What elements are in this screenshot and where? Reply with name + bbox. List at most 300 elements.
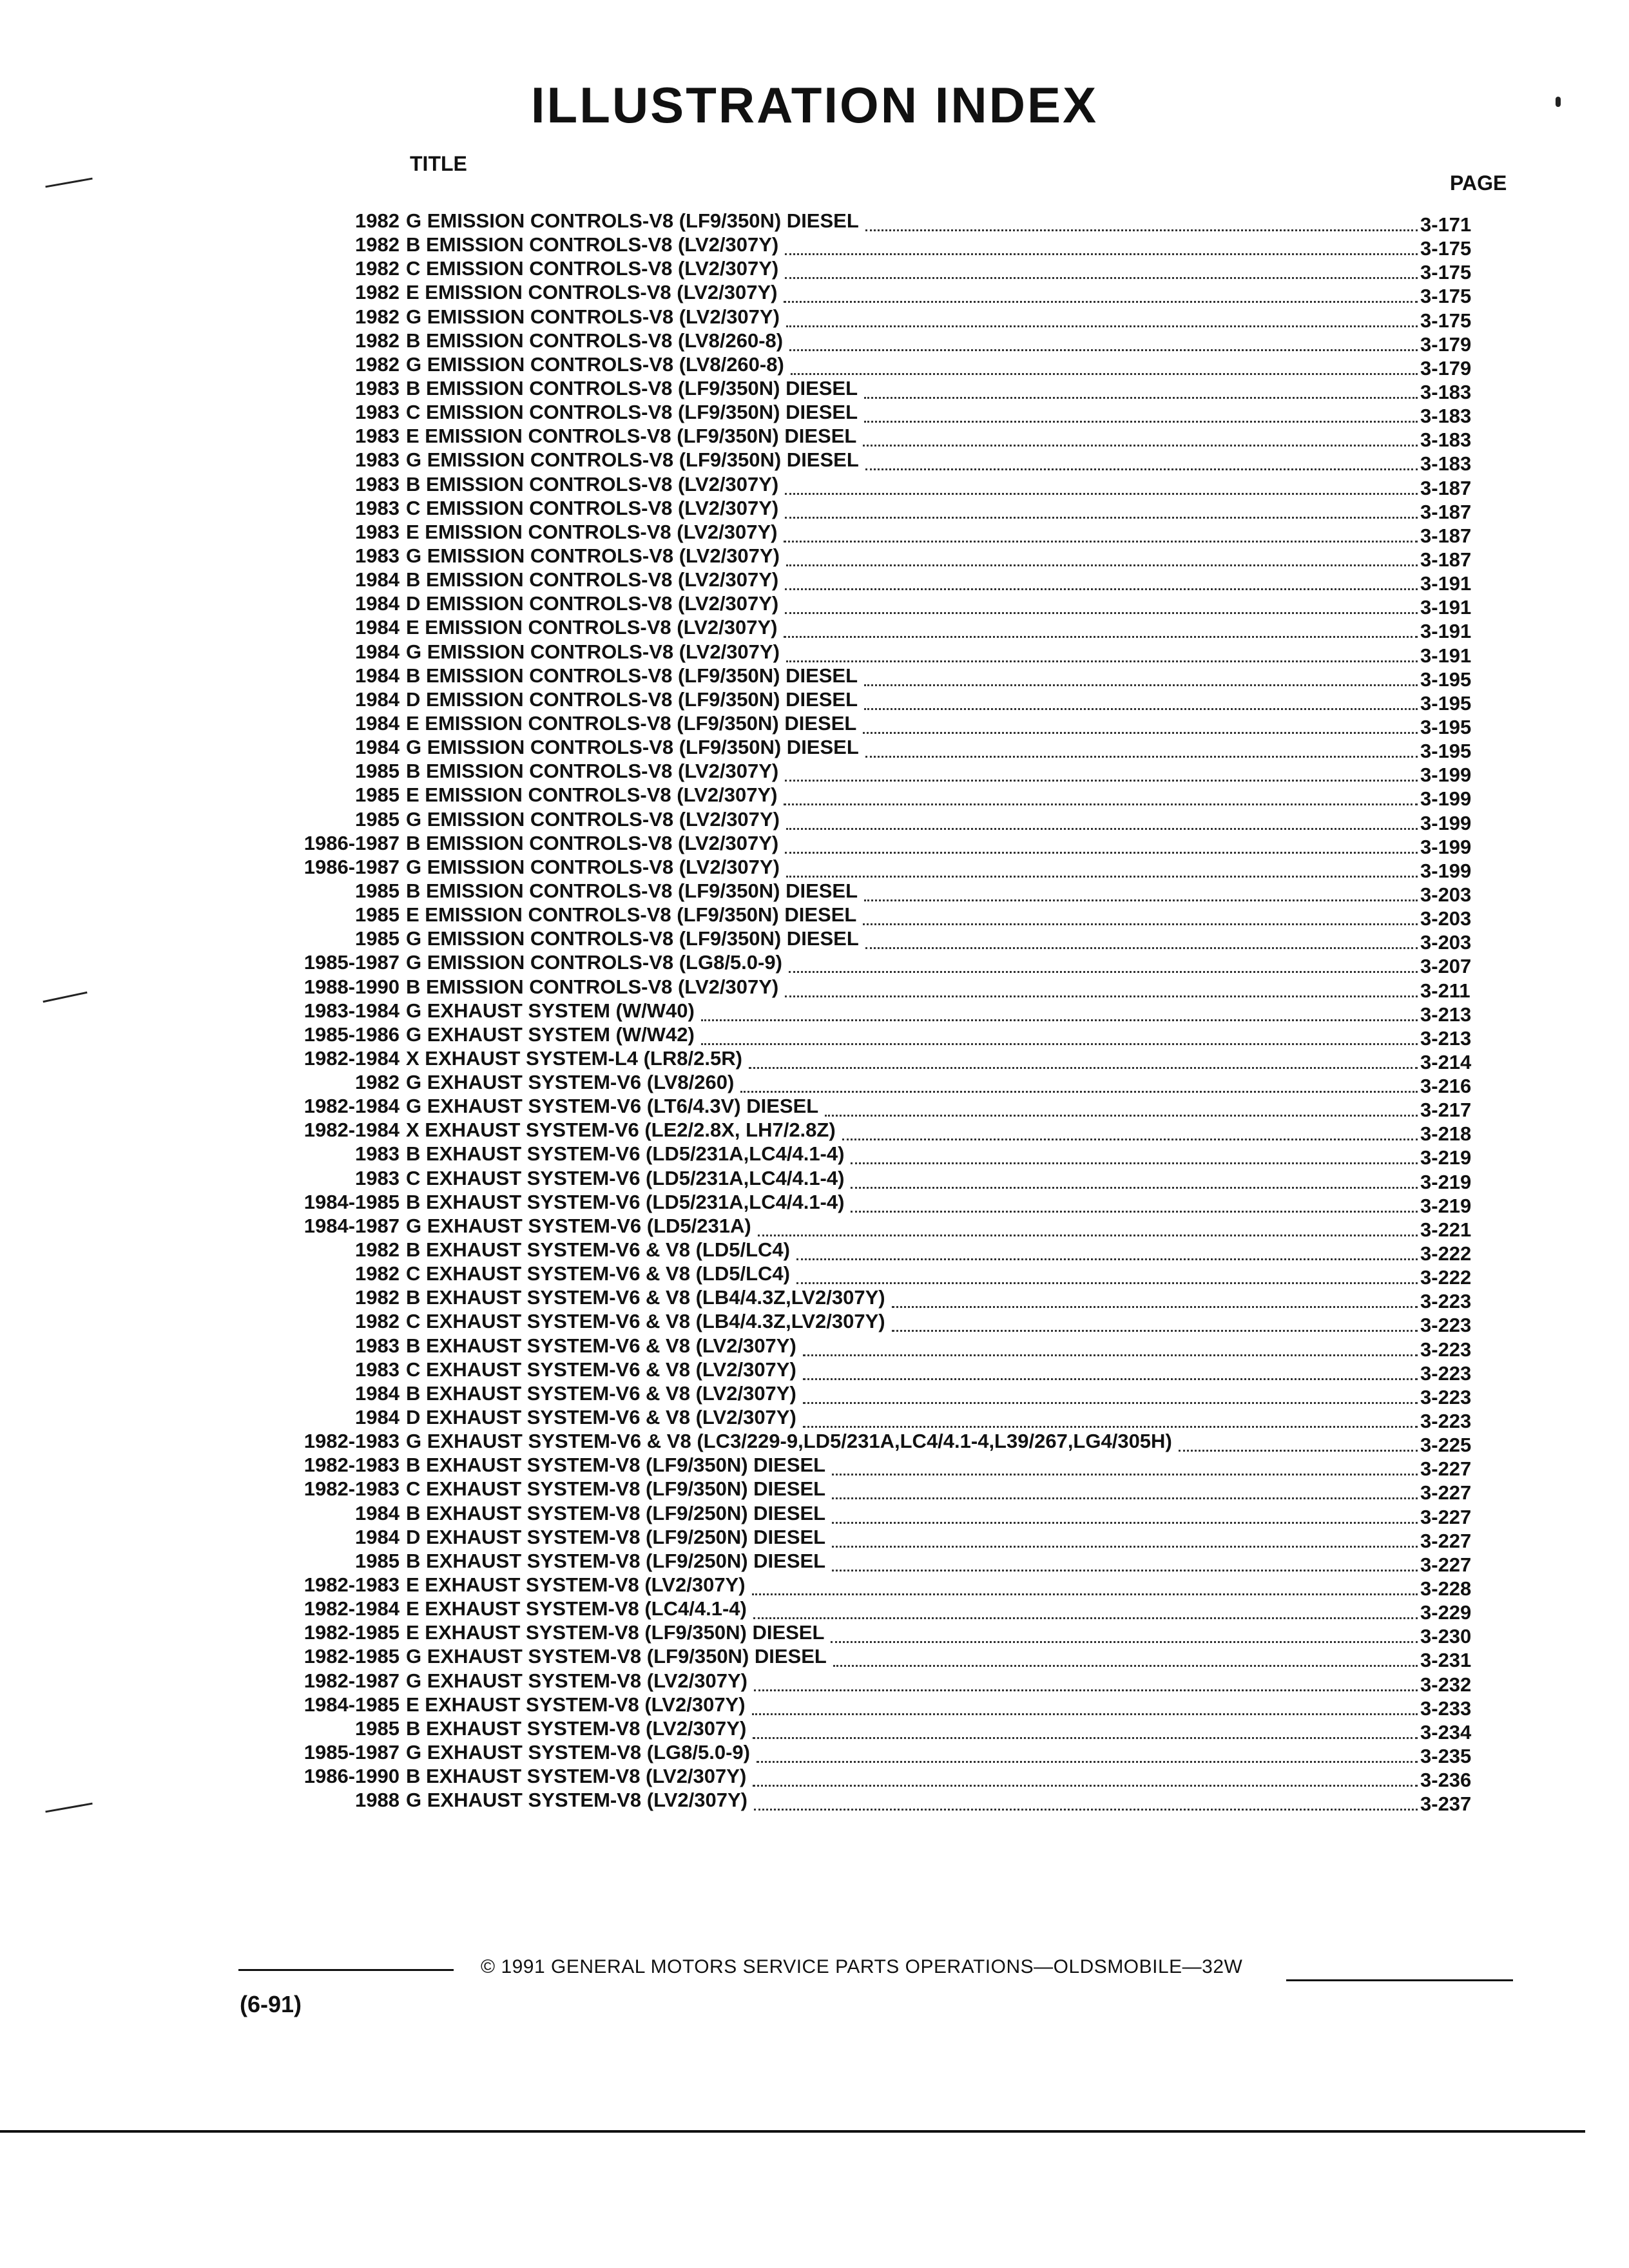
index-entry: [258, 1740, 1501, 1767]
entry-page: 3-232: [1420, 1673, 1472, 1696]
entry-title-leader: [406, 1309, 1418, 1333]
entry-title-leader: [406, 999, 1418, 1023]
entry-title: C EXHAUST SYSTEM-V6 (LD5/231A,LC4/4.1-4): [406, 1166, 845, 1189]
entry-title-leader: [406, 1549, 1418, 1573]
entry-year: 1985-1987: [304, 951, 400, 974]
entry-title: G EXHAUST SYSTEM-V8 (LG8/5.0-9): [406, 1741, 750, 1763]
entry-page: 3-213: [1420, 1003, 1472, 1026]
entry-year: 1988: [355, 1789, 400, 1812]
index-entry: [258, 1597, 1501, 1624]
index-entry: [258, 1477, 1501, 1504]
entry-title: E EMISSION CONTROLS-V8 (LF9/350N) DIESEL: [406, 425, 857, 448]
entry-title: G EXHAUST SYSTEM-V8 (LV2/307Y): [406, 1669, 747, 1692]
entry-page: 3-219: [1420, 1146, 1472, 1169]
entry-page: 3-195: [1420, 668, 1472, 691]
index-entry: [258, 1525, 1501, 1552]
entry-title-leader: [406, 664, 1418, 687]
page-title: ILLUSTRATION INDEX: [530, 77, 1099, 133]
entry-page: 3-175: [1420, 237, 1472, 260]
entry-page: 3-187: [1420, 548, 1472, 571]
entry-title-leader: [406, 711, 1418, 735]
entry-title-leader: [406, 1716, 1418, 1740]
entry-title: G EMISSION CONTROLS-V8 (LF9/350N) DIESEL: [406, 736, 859, 759]
entry-page: 3-236: [1420, 1769, 1472, 1792]
index-entries-list: [258, 209, 1501, 1816]
index-entry: [258, 280, 1501, 308]
entry-page: 3-179: [1420, 332, 1472, 356]
entry-year: 1983: [355, 1142, 400, 1166]
entry-title: E EXHAUST SYSTEM-V8 (LV2/307Y): [406, 1573, 746, 1597]
entry-year: 1983: [355, 472, 400, 495]
entry-year: 1984: [355, 1406, 400, 1429]
index-entry: [258, 1046, 1501, 1073]
entry-year: 1982-1984: [304, 1046, 400, 1070]
dot-leader: [785, 588, 1418, 590]
dot-leader: [865, 468, 1418, 470]
index-entry: [258, 759, 1501, 787]
entry-title: B EXHAUST SYSTEM-V6 & V8 (LB4/4.3Z,LV2/307Y): [406, 1286, 885, 1309]
title-column-header: TITLE: [410, 152, 467, 175]
entry-title: E EXHAUST SYSTEM-V8 (LF9/350N) DIESEL: [406, 1621, 825, 1644]
entry-year: 1982-1984: [304, 1095, 400, 1118]
index-entry: [258, 879, 1501, 906]
index-entry: [258, 376, 1501, 403]
entry-year: 1982: [355, 1071, 400, 1094]
entry-title-leader: [406, 1597, 1418, 1620]
entry-page: 3-222: [1420, 1266, 1472, 1289]
entry-page: 3-179: [1420, 356, 1472, 380]
entry-year: 1984: [355, 687, 400, 711]
dot-leader: [863, 445, 1418, 447]
entry-title: B EXHAUST SYSTEM-V6 (LD5/231A,LC4/4.1-4): [406, 1142, 845, 1166]
entry-title-leader: [406, 950, 1418, 974]
entry-year: 1984: [355, 592, 400, 615]
entry-page: 3-203: [1420, 883, 1472, 906]
entry-title-leader: [406, 1429, 1418, 1453]
dot-leader: [786, 564, 1418, 566]
entry-page: 3-191: [1420, 572, 1472, 595]
entry-year: 1983: [355, 1166, 400, 1189]
entry-title-leader: [406, 831, 1418, 855]
entry-year: 1982: [355, 329, 400, 352]
entry-title-leader: [406, 1644, 1418, 1668]
entry-title-leader: [406, 1405, 1418, 1429]
index-entry: [258, 1429, 1501, 1457]
entry-page: 3-219: [1420, 1170, 1472, 1193]
index-entry: [258, 400, 1501, 428]
entry-title: C EXHAUST SYSTEM-V6 & V8 (LV2/307Y): [406, 1358, 796, 1381]
index-entry: [258, 1142, 1501, 1169]
entry-title-leader: [406, 687, 1418, 711]
dot-leader: [1179, 1450, 1418, 1452]
entry-page: 3-183: [1420, 428, 1472, 452]
entry-title: E EMISSION CONTROLS-V8 (LV2/307Y): [406, 616, 778, 639]
entry-year: 1983: [355, 520, 400, 543]
dot-leader: [785, 612, 1418, 614]
entry-page: 3-227: [1420, 1505, 1472, 1528]
dot-leader: [786, 828, 1418, 830]
entry-title-leader: [406, 1118, 1418, 1142]
dot-leader: [832, 1570, 1418, 1571]
entry-title: B EMISSION CONTROLS-V8 (LV2/307Y): [406, 233, 779, 256]
entry-year: 1982: [355, 1310, 400, 1333]
entry-year: 1983: [355, 496, 400, 519]
entry-page: 3-223: [1420, 1338, 1472, 1361]
entry-page: 3-191: [1420, 620, 1472, 643]
entry-title-leader: [406, 400, 1418, 424]
scan-mark: [43, 992, 87, 1003]
entry-title: G EMISSION CONTROLS-V8 (LF9/350N) DIESEL: [406, 209, 859, 232]
dot-leader: [832, 1497, 1418, 1499]
dot-leader: [832, 1546, 1418, 1548]
entry-page: 3-229: [1420, 1601, 1472, 1624]
entry-page: 3-237: [1420, 1792, 1472, 1816]
index-entry: [258, 1716, 1501, 1744]
entry-title-leader: [406, 1094, 1418, 1118]
index-entry: [258, 1669, 1501, 1696]
entry-title: B EXHAUST SYSTEM-V8 (LV2/307Y): [406, 1765, 747, 1788]
entry-page: 3-183: [1420, 452, 1472, 476]
entry-page: 3-223: [1420, 1410, 1472, 1433]
index-entry: [258, 568, 1501, 595]
entry-title-leader: [406, 305, 1418, 329]
entry-title: B EXHAUST SYSTEM-V6 & V8 (LD5/LC4): [406, 1238, 790, 1262]
entry-page: 3-218: [1420, 1122, 1472, 1146]
index-entry: [258, 544, 1501, 571]
index-entry: [258, 687, 1501, 715]
revision-code: (6-91): [240, 1991, 302, 2017]
entry-title-leader: [406, 807, 1418, 831]
entry-page: 3-195: [1420, 740, 1472, 763]
entry-title: G EXHAUST SYSTEM-V6 (LV8/260): [406, 1071, 735, 1094]
entry-title-leader: [406, 855, 1418, 879]
entry-page: 3-183: [1420, 405, 1472, 428]
entry-title-leader: [406, 448, 1418, 472]
dot-leader: [864, 684, 1418, 686]
dot-leader: [892, 1306, 1418, 1308]
entry-title: G EMISSION CONTROLS-V8 (LV2/307Y): [406, 305, 780, 328]
entry-title: B EMISSION CONTROLS-V8 (LF9/350N) DIESEL: [406, 879, 858, 902]
entry-title: G EXHAUST SYSTEM-V6 (LT6/4.3V) DIESEL: [406, 1095, 819, 1118]
entry-year: 1984: [355, 616, 400, 639]
entry-year: 1982-1983: [304, 1573, 400, 1597]
dot-leader: [832, 1522, 1418, 1524]
entry-title-leader: [406, 1238, 1418, 1262]
dot-leader: [864, 708, 1418, 710]
entry-title-leader: [406, 1358, 1418, 1381]
dot-leader: [753, 1737, 1418, 1739]
dot-leader: [753, 1785, 1418, 1787]
entry-page: 3-230: [1420, 1625, 1472, 1648]
entry-page: 3-219: [1420, 1194, 1472, 1217]
entry-title-leader: [406, 1693, 1418, 1716]
entry-title: G EXHAUST SYSTEM-V8 (LV2/307Y): [406, 1789, 747, 1812]
entry-title-leader: [406, 376, 1418, 400]
entry-year: 1982-1984: [304, 1597, 400, 1620]
dot-leader: [864, 397, 1418, 399]
dot-leader: [786, 660, 1418, 662]
entry-year: 1984: [355, 640, 400, 663]
dot-leader: [749, 1067, 1418, 1069]
dot-leader: [796, 1282, 1418, 1284]
dot-leader: [785, 277, 1418, 279]
entry-title: G EMISSION CONTROLS-V8 (LV2/307Y): [406, 544, 780, 567]
entry-page: 3-195: [1420, 715, 1472, 738]
index-entry: [258, 950, 1501, 978]
entry-title: G EMISSION CONTROLS-V8 (LG8/5.0-9): [406, 951, 782, 974]
entry-year: 1985: [355, 879, 400, 902]
dot-leader: [784, 636, 1418, 638]
index-entry: [258, 1644, 1501, 1672]
index-entry: [258, 305, 1501, 332]
index-entry: [258, 472, 1501, 499]
index-entry: [258, 999, 1501, 1026]
entry-title-leader: [406, 233, 1418, 256]
entry-page: 3-217: [1420, 1099, 1472, 1122]
entry-year: 1983-1984: [304, 999, 400, 1022]
dot-leader: [785, 517, 1418, 519]
index-entry: [258, 664, 1501, 691]
dot-leader: [789, 349, 1418, 351]
entry-title-leader: [406, 256, 1418, 280]
entry-title: G EXHAUST SYSTEM (W/W42): [406, 1023, 695, 1046]
entry-year: 1982: [355, 1286, 400, 1309]
entry-year: 1982-1985: [304, 1621, 400, 1644]
entry-title: D EXHAUST SYSTEM-V8 (LF9/250N) DIESEL: [406, 1525, 826, 1548]
entry-year: 1982: [355, 1262, 400, 1285]
entry-page: 3-183: [1420, 380, 1472, 403]
index-entry: [258, 1405, 1501, 1433]
index-entry: [258, 711, 1501, 738]
entry-title-leader: [406, 1166, 1418, 1190]
dot-leader: [753, 1617, 1418, 1619]
dot-leader: [785, 995, 1418, 997]
entry-title-leader: [406, 280, 1418, 304]
entry-title-leader: [406, 927, 1418, 950]
entry-year: 1983: [355, 401, 400, 424]
index-entry: [258, 1620, 1501, 1648]
entry-page: 3-191: [1420, 644, 1472, 667]
entry-title: C EMISSION CONTROLS-V8 (LV2/307Y): [406, 257, 779, 280]
dot-leader: [796, 1258, 1418, 1260]
index-entry: [258, 1764, 1501, 1792]
entry-title-leader: [406, 1070, 1418, 1094]
entry-title-leader: [406, 1620, 1418, 1644]
entry-title-leader: [406, 329, 1418, 352]
index-entry: [258, 1549, 1501, 1576]
entry-title: C EMISSION CONTROLS-V8 (LV2/307Y): [406, 496, 779, 519]
entry-page: 3-203: [1420, 907, 1472, 930]
entry-year: 1983: [355, 376, 400, 399]
entry-title-leader: [406, 496, 1418, 520]
entry-title-leader: [406, 1023, 1418, 1046]
index-entry: [258, 807, 1501, 834]
index-entry: [258, 831, 1501, 858]
index-entry: [258, 1334, 1501, 1361]
entry-year: 1985: [355, 903, 400, 927]
entry-page: 3-222: [1420, 1242, 1472, 1265]
index-entry: [258, 1190, 1501, 1217]
entry-title: B EMISSION CONTROLS-V8 (LV2/307Y): [406, 975, 779, 998]
dot-leader: [831, 1641, 1418, 1643]
entry-title-leader: [406, 1764, 1418, 1788]
dot-leader: [832, 1474, 1418, 1475]
dot-leader: [752, 1593, 1418, 1595]
index-entry: [258, 903, 1501, 930]
entry-year: 1983: [355, 425, 400, 448]
entry-page: 3-227: [1420, 1457, 1472, 1481]
entry-year: 1984-1985: [304, 1190, 400, 1213]
entry-title: B EMISSION CONTROLS-V8 (LV2/307Y): [406, 831, 779, 854]
entry-title: E EXHAUST SYSTEM-V8 (LV2/307Y): [406, 1693, 746, 1716]
dot-leader: [791, 373, 1418, 375]
entry-title: B EXHAUST SYSTEM-V8 (LF9/250N) DIESEL: [406, 1549, 826, 1572]
entry-page: 3-175: [1420, 309, 1472, 332]
entry-year: 1984: [355, 664, 400, 687]
entry-title: G EMISSION CONTROLS-V8 (LV2/307Y): [406, 807, 780, 831]
entry-title: B EMISSION CONTROLS-V8 (LV8/260-8): [406, 329, 784, 352]
entry-title-leader: [406, 1669, 1418, 1693]
footer-rule-left: [238, 1969, 454, 1971]
entry-page: 3-227: [1420, 1553, 1472, 1576]
entry-title-leader: [406, 975, 1418, 999]
dot-leader: [892, 1330, 1418, 1332]
entry-title-leader: [406, 1214, 1418, 1238]
entry-title-leader: [406, 759, 1418, 783]
entry-page: 3-235: [1420, 1745, 1472, 1767]
entry-title: B EXHAUST SYSTEM-V6 & V8 (LV2/307Y): [406, 1381, 796, 1405]
entry-title: B EXHAUST SYSTEM-V8 (LV2/307Y): [406, 1716, 747, 1740]
dot-leader: [701, 1043, 1418, 1045]
entry-year: 1982-1984: [304, 1119, 400, 1142]
entry-page: 3-191: [1420, 596, 1472, 619]
entry-title-leader: [406, 1262, 1418, 1285]
index-entry: [258, 615, 1501, 643]
index-entry: [258, 855, 1501, 882]
entry-year: 1984: [355, 736, 400, 759]
entry-page: 3-199: [1420, 811, 1472, 834]
entry-title-leader: [406, 520, 1418, 544]
index-entry: [258, 352, 1501, 380]
entry-year: 1986-1987: [304, 855, 400, 878]
index-entry: [258, 640, 1501, 667]
dot-leader: [863, 923, 1418, 925]
dot-leader: [842, 1139, 1418, 1140]
index-entry: [258, 1214, 1501, 1241]
dot-leader: [701, 1019, 1418, 1021]
entry-title-leader: [406, 568, 1418, 591]
entry-title-leader: [406, 1525, 1418, 1549]
dot-leader: [754, 1809, 1418, 1811]
entry-page: 3-199: [1420, 764, 1472, 787]
entry-year: 1984: [355, 1501, 400, 1524]
entry-page: 3-234: [1420, 1720, 1472, 1744]
entry-title-leader: [406, 1477, 1418, 1501]
entry-page: 3-187: [1420, 524, 1472, 547]
entry-title: D EMISSION CONTROLS-V8 (LF9/350N) DIESEL: [406, 687, 858, 711]
dot-leader: [825, 1115, 1418, 1117]
dot-leader: [785, 253, 1418, 255]
entry-page: 3-225: [1420, 1434, 1472, 1457]
index-entry: [258, 591, 1501, 619]
entry-page: 3-223: [1420, 1314, 1472, 1337]
entry-title: B EMISSION CONTROLS-V8 (LV2/307Y): [406, 568, 779, 591]
entry-title: D EMISSION CONTROLS-V8 (LV2/307Y): [406, 592, 779, 615]
entry-year: 1985-1987: [304, 1741, 400, 1763]
entry-year: 1986-1990: [304, 1765, 400, 1788]
entry-year: 1982: [355, 257, 400, 280]
bottom-rule: [0, 2130, 1585, 2133]
entry-title: X EXHAUST SYSTEM-V6 (LE2/2.8X, LH7/2.8Z): [406, 1119, 836, 1142]
entry-title: G EXHAUST SYSTEM-V6 (LD5/231A): [406, 1214, 751, 1237]
index-entry: [258, 1788, 1501, 1816]
dot-leader: [740, 1091, 1418, 1093]
entry-title-leader: [406, 472, 1418, 496]
index-entry: [258, 209, 1501, 236]
footer-rule-right: [1286, 1979, 1513, 1981]
entry-title: C EXHAUST SYSTEM-V8 (LF9/350N) DIESEL: [406, 1477, 826, 1501]
entry-title-leader: [406, 903, 1418, 927]
index-entry: [258, 1381, 1501, 1408]
entry-title-leader: [406, 1190, 1418, 1214]
index-entry: [258, 783, 1501, 811]
entry-title: G EXHAUST SYSTEM (W/W40): [406, 999, 695, 1022]
entry-title: C EXHAUST SYSTEM-V6 & V8 (LD5/LC4): [406, 1262, 790, 1285]
entry-title: E EMISSION CONTROLS-V8 (LF9/350N) DIESEL: [406, 903, 857, 927]
entry-year: 1983: [355, 1334, 400, 1357]
entry-title-leader: [406, 209, 1418, 233]
dot-leader: [851, 1162, 1418, 1164]
entry-title: C EMISSION CONTROLS-V8 (LF9/350N) DIESEL: [406, 401, 858, 424]
entry-title-leader: [406, 1381, 1418, 1405]
entry-year: 1988-1990: [304, 975, 400, 998]
entry-title: B EMISSION CONTROLS-V8 (LV2/307Y): [406, 472, 779, 495]
entry-year: 1982: [355, 1238, 400, 1262]
dot-leader: [865, 229, 1418, 231]
entry-year: 1982-1983: [304, 1454, 400, 1477]
index-entry: [258, 233, 1501, 260]
dot-leader: [865, 756, 1418, 758]
dot-leader: [789, 971, 1418, 973]
entry-year: 1985: [355, 783, 400, 807]
entry-page: 3-228: [1420, 1577, 1472, 1600]
entry-title-leader: [406, 1046, 1418, 1070]
dot-leader: [865, 947, 1418, 949]
entry-page: 3-207: [1420, 955, 1472, 978]
entry-page: 3-171: [1420, 213, 1472, 236]
entry-title: B EMISSION CONTROLS-V8 (LF9/350N) DIESEL: [406, 376, 858, 399]
index-entry: [258, 1453, 1501, 1481]
entry-page: 3-199: [1420, 787, 1472, 811]
entry-title: E EMISSION CONTROLS-V8 (LV2/307Y): [406, 520, 778, 543]
entry-page: 3-213: [1420, 1026, 1472, 1050]
dot-leader: [758, 1235, 1418, 1236]
entry-page: 3-199: [1420, 835, 1472, 858]
dot-leader: [863, 732, 1418, 734]
entry-year: 1982: [355, 281, 400, 304]
dot-leader: [785, 493, 1418, 495]
entry-title-leader: [406, 352, 1418, 376]
index-entry: [258, 1285, 1501, 1313]
entry-title-leader: [406, 879, 1418, 903]
entry-page: 3-211: [1420, 979, 1470, 1002]
index-entry: [258, 329, 1501, 356]
entry-page: 3-221: [1420, 1218, 1472, 1241]
entry-title-leader: [406, 1788, 1418, 1812]
entry-year: 1982: [355, 209, 400, 232]
entry-title-leader: [406, 1573, 1418, 1597]
entry-year: 1985-1986: [304, 1023, 400, 1046]
